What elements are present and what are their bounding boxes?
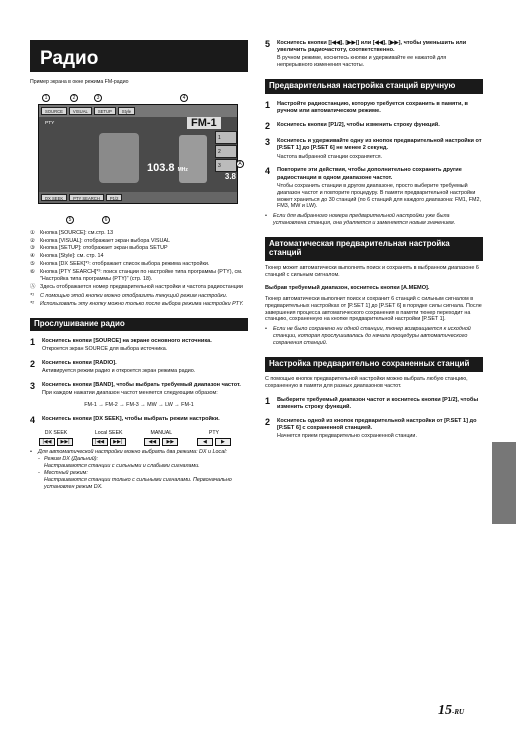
- figure-caption: Пример экрана в окне режима FM-радио: [30, 79, 129, 85]
- bullet-icon: •: [30, 449, 32, 456]
- step-item: [265, 40, 483, 69]
- dash-text: Режим DX (Дальний):: [44, 456, 99, 463]
- step-item: [30, 338, 248, 353]
- dx-seek-button[interactable]: DX SEEK: [41, 194, 67, 201]
- step-item: [265, 138, 483, 160]
- dash-text: Настраиваются станции с сильными и слабыми сигналами.: [44, 463, 200, 470]
- step-title: Коснитесь и удерживайте одну из кнопок предварительной настройки от [P.SET 1] до [P.SET 6] не менее 2 секунд.: [277, 138, 482, 152]
- legend-key: Ⓐ: [30, 284, 36, 290]
- bullet-note: [265, 213, 483, 227]
- step-item: [265, 101, 483, 115]
- page-number-value: 15: [438, 703, 452, 718]
- mode-local-seek: Local SEEK: [94, 429, 123, 436]
- style-button[interactable]: Style: [118, 107, 135, 115]
- step-number: 1: [30, 336, 36, 347]
- step-item: [265, 122, 483, 131]
- step-number: 3: [30, 380, 36, 391]
- right-column: [265, 40, 483, 440]
- step-sub: Частота выбранной станции сохраняется.: [277, 153, 383, 160]
- pty-prev-button[interactable]: ◀: [197, 438, 213, 446]
- band-sequence: FM-1 → FM-2 → FM-3 → MW → LW → FM-1: [84, 401, 194, 408]
- tuning-buttons: [30, 438, 240, 446]
- bottom-callouts: [30, 208, 248, 228]
- page-number-suffix: -RU: [452, 708, 465, 716]
- step-sub: Начнется прием предварительно сохраненной станции.: [277, 433, 417, 440]
- seek-up-button[interactable]: ▶▶|: [57, 438, 73, 446]
- step-number: 4: [265, 166, 271, 177]
- legend-text: Кнопка [PTY SEARCH]*²: поиск станции по настройке типа программы (PTY), см. "Настройка типа программы (PTY)" (стр. 18).: [40, 269, 243, 283]
- figure-legend: [30, 230, 248, 291]
- bullet-icon: •: [265, 326, 267, 333]
- page-title: Радио: [30, 40, 248, 72]
- seek-up-button[interactable]: ▶▶|: [110, 438, 126, 446]
- bullet-note: [265, 326, 483, 347]
- left-column: [30, 40, 248, 491]
- dash-icon: -: [38, 469, 40, 476]
- paragraph: Тюнер может автоматически выполнять поиск и сохранять в выбранном диапазоне 6 станций с сильным сигналом.: [265, 264, 479, 278]
- step-title: Коснитесь кнопки [SOURCE] на экране основного источника.: [42, 337, 212, 344]
- legend-key: ③: [30, 245, 35, 252]
- step-item: [265, 167, 483, 210]
- frequency-value: 103.8: [147, 161, 175, 174]
- dash-list: [38, 456, 248, 491]
- seek-down-button[interactable]: |◀◀: [92, 438, 108, 446]
- pty-search-button[interactable]: PTY SEARCH: [69, 194, 104, 201]
- legend-item: [30, 269, 248, 283]
- visual-button[interactable]: VISUAL: [69, 107, 92, 115]
- legend-key: ①: [30, 229, 35, 236]
- radio-screen-figure: [30, 90, 248, 228]
- step-item: [30, 360, 248, 375]
- step-title: Коснитесь кнопки [DX SEEK], чтобы выбрать режим настройки.: [42, 415, 220, 422]
- legend-text: Кнопка [Style]: см. стр. 14: [40, 253, 104, 260]
- step-sub: В ручном режиме, коснитесь кнопки и удерживайте ее нажатой для непрерывного изменения частоты.: [277, 55, 447, 69]
- step-number: 2: [265, 121, 271, 132]
- local-seek-buttons: [83, 438, 135, 446]
- side-index-tab: [492, 442, 516, 524]
- callout-5: 5: [66, 216, 74, 224]
- step-number: 1: [265, 99, 271, 110]
- section-heading-listening: Прослушивание радио: [30, 318, 248, 331]
- dash-item: [38, 456, 248, 463]
- frequency-unit: MHz: [177, 166, 188, 173]
- preset-3[interactable]: 3: [215, 159, 237, 172]
- legend-key: ⑤: [30, 261, 35, 268]
- bullet-text: Для автоматической настройки можно выбрать два режима: DX и Local:: [38, 449, 227, 456]
- seek-down-button[interactable]: |◀◀: [39, 438, 55, 446]
- dx-seek-buttons: [30, 438, 82, 446]
- step-title: Коснитесь кнопки [P1/2], чтобы изменить строку функций.: [277, 122, 440, 129]
- source-button[interactable]: SOURCE: [41, 107, 67, 115]
- dash-item: [38, 477, 248, 491]
- footnotes: [30, 293, 248, 308]
- step-title: Коснитесь кнопки [|◀◀], [▶▶|] или [◀◀], [▶▶], чтобы уменьшить или увеличить радиочастоту, соответственно.: [277, 40, 467, 54]
- footnote: [30, 301, 248, 308]
- band-indicator: FM-1: [187, 117, 221, 129]
- tune-down-button[interactable]: ◀◀: [144, 438, 160, 446]
- p12-button[interactable]: P1/2: [106, 194, 123, 201]
- legend-item: [30, 284, 248, 291]
- step-number: 3: [265, 137, 271, 148]
- step-title: Выберите требуемый диапазон частот и коснитесь кнопки [P1/2], чтобы изменить строку функций.: [277, 396, 479, 410]
- bullet-text: Если не было сохранено ни одной станции, тюнер возвращается к исходной станции, которая прослушивалась до начала процедуры автоматического сохранения станций.: [273, 326, 471, 347]
- footnote: [30, 293, 248, 300]
- legend-item: [30, 245, 248, 252]
- dash-icon: -: [38, 456, 40, 463]
- bullet-text: Если для выбранного номера предварительной настройки уже была установлена станция, она удаляется и заменяется новым значением.: [273, 213, 456, 227]
- callout-1: 1: [42, 94, 50, 102]
- tuning-modes: [30, 430, 240, 437]
- page-number: [438, 702, 464, 720]
- manual-buttons: [135, 438, 187, 446]
- footnote-key: *¹: [30, 292, 34, 299]
- legend-text: Кнопка [DX SEEK]*¹: отображает список выбора режима настройки.: [40, 261, 210, 268]
- legend-item: [30, 238, 248, 245]
- step-sub: Чтобы сохранить станции в другом диапазоне, просто выберите требуемый диапазон частот и повторите процедуру. В памяти предварительной настройки может храниться до 30 станций (по 6 станций для каждого диапазона: FM1, FM2, FM3, MW и LW).: [277, 182, 482, 210]
- section-heading-auto-preset: Автоматическая предварительная настройка станций: [265, 237, 483, 261]
- top-callouts: [30, 90, 248, 104]
- screen-bottom-bar: [39, 192, 237, 203]
- mode-pty: PTY: [208, 429, 220, 436]
- step-item: [30, 416, 248, 425]
- step-sub: При каждом нажатии диапазон частот меняется следующим образом:: [42, 389, 218, 396]
- radio-screen: [38, 104, 238, 204]
- bullet-icon: •: [265, 213, 267, 220]
- step-number: 2: [30, 358, 36, 369]
- legend-item: [30, 261, 248, 268]
- dash-text: Настраиваются станции только с сильными сигналами. Первоначально установлен режим DX.: [44, 476, 232, 490]
- screen-top-bar: [39, 105, 237, 117]
- legend-key: ⑥: [30, 269, 35, 276]
- setup-button[interactable]: SETUP: [94, 107, 116, 115]
- legend-text: Здесь отображается номер предварительной настройки и частота радиостанции: [40, 284, 243, 290]
- legend-key: ②: [30, 237, 35, 244]
- legend-text: Кнопка [SOURCE]: см.стр. 13: [40, 229, 114, 236]
- mode-manual: MANUAL: [150, 429, 173, 436]
- step-number: 1: [265, 395, 271, 406]
- preset-list: [215, 131, 237, 173]
- callout-2: 2: [70, 94, 78, 102]
- tune-up-button[interactable]: ▶▶: [162, 438, 178, 446]
- pty-label: PTY: [45, 120, 55, 126]
- callout-6: 6: [102, 216, 110, 224]
- frequency-display: [147, 161, 188, 175]
- step-title: Повторите эти действия, чтобы дополнительно сохранить другие радиостанции в одном диапазоне частот.: [277, 167, 462, 181]
- pty-buttons: [188, 438, 240, 446]
- step-title: Коснитесь одной из кнопок предварительной настройки от [P.SET 1] до [P.SET 6] с сохраненной станцией.: [277, 418, 477, 432]
- step-title: Коснитесь кнопки [RADIO].: [42, 359, 117, 366]
- step-sub: Активируется режим радио и откроется экран режима радио.: [42, 367, 196, 374]
- step-item: [265, 418, 483, 440]
- legend-key: ④: [30, 253, 35, 260]
- legend-text: Кнопка [SETUP]: отображает экран выбора SETUP: [40, 245, 168, 252]
- step-title: Настройте радиостанцию, которую требуется сохранить в памяти, в ручном или автоматическом режиме.: [277, 100, 468, 115]
- callout-4: 4: [180, 94, 188, 102]
- paragraph: С помощью кнопок предварительной настройки можно выбрать любую станцию, сохраненную в памяти для разных диапазонов частот.: [265, 375, 468, 389]
- step-number: 4: [30, 414, 36, 425]
- callout-3: 3: [94, 94, 102, 102]
- section-heading-manual-preset: Предварительная настройка станций вручную: [265, 79, 483, 94]
- footnote-text: С помощью этой кнопки можно отобразить текущий режим настройки.: [40, 292, 228, 299]
- radio-logo-icon: [99, 133, 139, 183]
- dash-item: [38, 463, 248, 470]
- legend-text: Кнопка [VISUAL]: отображает экран выбора VISUAL: [40, 237, 171, 244]
- paragraph: Тюнер автоматически выполнит поиск и сохранит 6 станций с сильным сигналом в предварительных настройках от [P.SET 1] до [P.SET 6] в порядке силы сигнала. После завершения процесса автоматического сохранения в памяти тюнер переходит на станцию, сохраненную на кнопке предварительной настройки [P.SET 1].: [265, 295, 482, 323]
- clock-display: 3.8: [224, 171, 236, 181]
- pty-next-button[interactable]: ▶: [215, 438, 231, 446]
- footnote-text: Использовать эту кнопку можно только после выбора режима настройки PTY.: [40, 300, 244, 307]
- step-item: [265, 397, 483, 411]
- legend-item: [30, 253, 248, 260]
- section-heading-tuning-presets: Настройка предварительно сохраненных станций: [265, 357, 483, 372]
- step-title: Коснитесь кнопки [BAND], чтобы выбрать требуемый диапазон частот.: [42, 381, 241, 388]
- preset-2[interactable]: 2: [215, 145, 237, 158]
- instruction-bold: Выбрав требуемый диапазон, коснитесь кнопки [A.MEMO].: [265, 284, 430, 291]
- mode-dx-seek: DX SEEK: [44, 429, 68, 436]
- preset-1[interactable]: 1: [215, 131, 237, 144]
- step-number: 5: [265, 39, 271, 49]
- step-number: 2: [265, 417, 271, 428]
- step-sub: Откроется экран SOURCE для выбора источника.: [42, 345, 168, 352]
- legend-item: [30, 230, 248, 237]
- footnote-key: *²: [30, 300, 34, 307]
- dash-item: [38, 470, 248, 477]
- dash-text: Местный режим:: [44, 469, 88, 476]
- callout-a: A: [236, 160, 244, 168]
- step-item: [30, 382, 248, 397]
- album-art-icon: [179, 135, 207, 183]
